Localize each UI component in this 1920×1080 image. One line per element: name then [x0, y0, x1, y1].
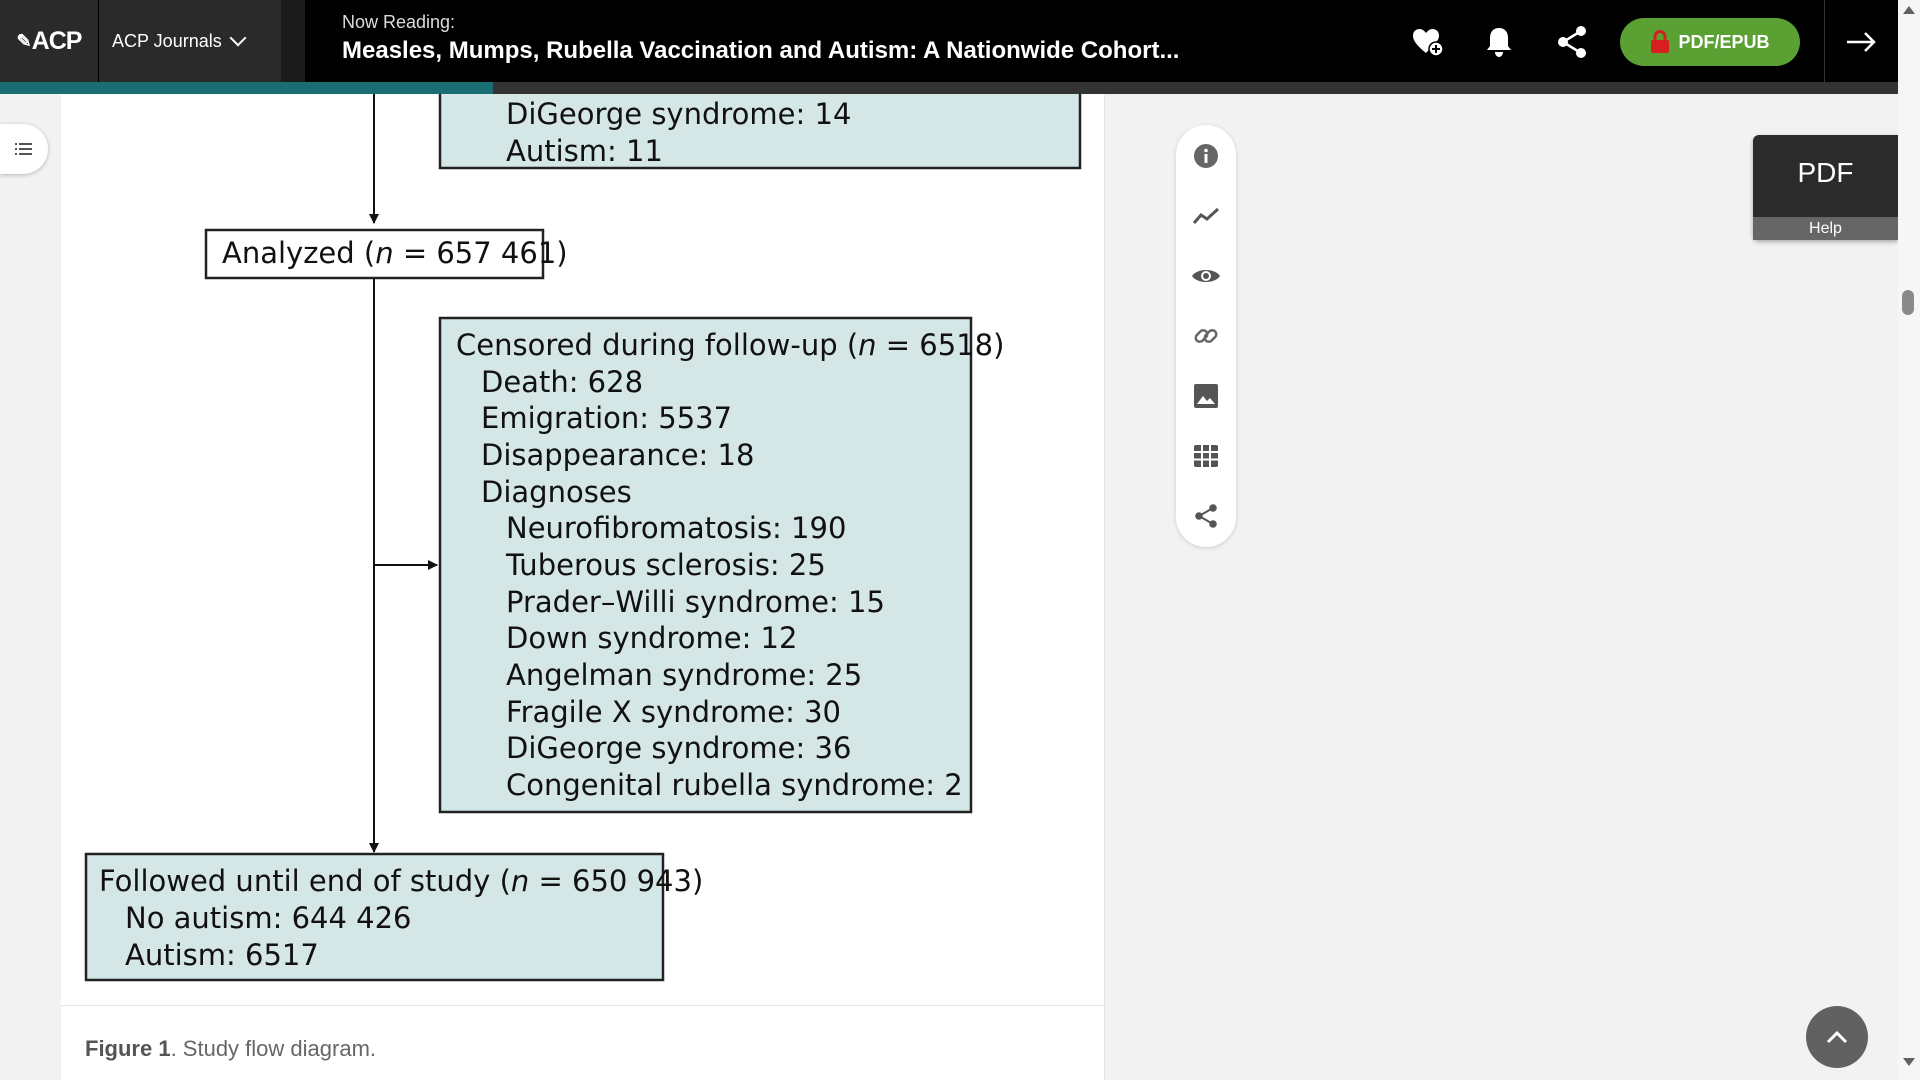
- diagnosis-line: Neurofibromatosis: 190: [506, 511, 847, 545]
- acp-journals-menu[interactable]: [99, 0, 281, 82]
- acp-journals-label: ACP Journals: [112, 30, 222, 51]
- arrow-right-icon[interactable]: [1843, 24, 1879, 60]
- diagnosis-line: Fragile X syndrome: 30: [506, 695, 842, 729]
- top-box-line: Autism: 11: [506, 134, 663, 168]
- list-icon: [14, 141, 34, 157]
- article-tool-rail: [1176, 125, 1236, 547]
- info-icon[interactable]: [1191, 141, 1221, 171]
- diagnosis-line: DiGeorge syndrome: 36: [506, 731, 852, 765]
- pdf-help-widget[interactable]: [1753, 135, 1898, 240]
- scroll-up-arrow-icon[interactable]: [1903, 6, 1915, 14]
- acp-logo-mark-icon: ✎: [16, 30, 31, 51]
- figure-caption-label: Figure 1: [85, 1036, 171, 1061]
- censored-line: Emigration: 5537: [481, 401, 733, 435]
- reading-progress-bar: [0, 82, 1898, 94]
- lock-icon: [1650, 30, 1670, 54]
- chevron-up-icon: [1825, 1029, 1849, 1045]
- image-icon[interactable]: [1191, 381, 1221, 411]
- table-icon[interactable]: [1191, 441, 1221, 471]
- acp-logo[interactable]: [0, 0, 98, 82]
- table-of-contents-toggle[interactable]: [0, 124, 48, 174]
- figure-caption-text: . Study flow diagram.: [170, 1036, 377, 1061]
- analyzed-label: Analyzed (n = 657 461): [222, 236, 568, 270]
- diagnosis-line: Prader–Willi syndrome: 15: [506, 585, 885, 619]
- header-divider: [1824, 0, 1825, 82]
- share-icon[interactable]: [1191, 501, 1221, 531]
- favorite-add-icon[interactable]: [1410, 24, 1446, 60]
- top-bar: [0, 0, 1898, 84]
- scrollbar-thumb[interactable]: [1902, 290, 1914, 315]
- pdf-help-pdf-label: PDF: [1797, 157, 1854, 188]
- followed-line: Autism: 6517: [125, 938, 319, 972]
- back-to-top-button[interactable]: [1806, 1006, 1868, 1068]
- now-reading-label: Now Reading:: [342, 12, 456, 32]
- view-icon[interactable]: [1191, 261, 1221, 291]
- diagnosis-line: Down syndrome: 12: [506, 621, 798, 655]
- diagnosis-line: Tuberous sclerosis: 25: [506, 548, 826, 582]
- header-separator: [281, 0, 305, 82]
- figure-caption: [85, 1036, 376, 1062]
- metrics-icon[interactable]: [1191, 201, 1221, 231]
- censored-title: Censored during follow-up (n = 6518): [456, 328, 1005, 362]
- share-icon[interactable]: [1554, 24, 1590, 60]
- diagnosis-line: Congenital rubella syndrome: 2: [506, 768, 963, 802]
- scroll-down-arrow-icon[interactable]: [1903, 1058, 1915, 1066]
- followed-title: Followed until end of study (n = 650 943): [99, 864, 704, 898]
- top-box-line: DiGeorge syndrome: 14: [506, 97, 852, 131]
- study-flow-diagram[interactable]: [61, 94, 1104, 1080]
- diagnosis-line: Angelman syndrome: 25: [506, 658, 863, 692]
- pdf-epub-button[interactable]: [1620, 18, 1800, 66]
- censored-line: Diagnoses: [481, 475, 632, 509]
- acp-logo-text: ACP: [31, 26, 82, 55]
- article-figure-panel: [61, 94, 1105, 1080]
- chevron-down-icon: [229, 30, 246, 47]
- link-icon[interactable]: [1191, 321, 1221, 351]
- page-scrollbar[interactable]: [1898, 0, 1920, 1080]
- article-title: Measles, Mumps, Rubella Vaccination and Autism: A Nationwide Cohort...: [342, 37, 1180, 64]
- figure-divider: [61, 1005, 1104, 1006]
- pdf-epub-label: PDF/EPUB: [1678, 31, 1770, 52]
- followed-line: No autism: 644 426: [125, 901, 412, 935]
- reading-progress-fill: [0, 82, 493, 94]
- pdf-help-help-label: Help: [1753, 217, 1898, 240]
- notification-bell-icon[interactable]: [1481, 24, 1517, 60]
- censored-line: Disappearance: 18: [481, 438, 755, 472]
- censored-line: Death: 628: [481, 365, 644, 399]
